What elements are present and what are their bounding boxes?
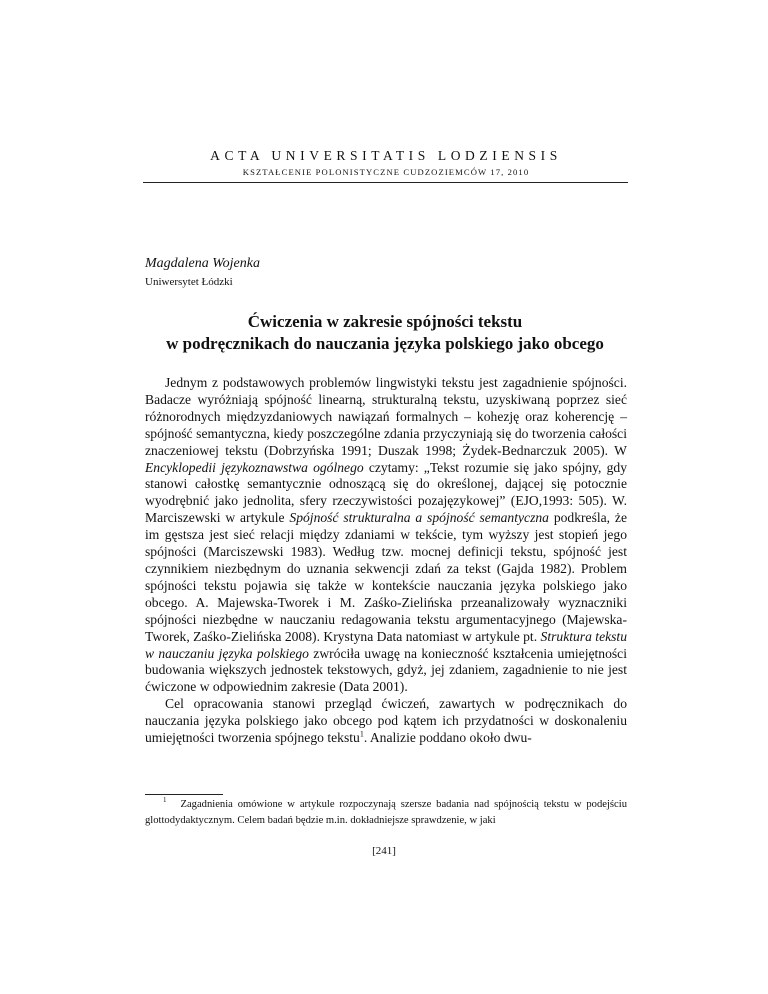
italic-title-article: Spójność strukturalna a spójność semantyczna xyxy=(289,510,549,526)
article-title xyxy=(120,311,650,355)
italic-title-structure: Struktura tekstu w nauczaniu języka polskiego xyxy=(145,628,628,661)
text-run: Cel opracowania stanowi przegląd ćwiczeń, zawartych w podręcznikach do nauczania języka polskiego jako obcego pod kątem ich przydatności w doskonaleniu umiejętności tworzenia spójnego tekstu xyxy=(145,696,627,746)
journal-title: ACTA UNIVERSITATIS LODZIENSIS xyxy=(210,148,562,163)
text-run: czytamy: „Tekst rozumie się jako spójny, gdy stanowi całostkę semantycznie odnoszącą się do określonej, dającej się potocznie wyodrębnić jako jednolita, sfery rzeczywistości pozajęzykowej” (EJO,1993: 505). W. Marciszewski w artykule xyxy=(145,459,627,526)
paragraph-2 xyxy=(145,696,627,747)
footnote-marker: 1 xyxy=(163,796,167,805)
author-name: Magdalena Wojenka xyxy=(145,256,260,271)
header-rule xyxy=(143,182,628,183)
footnote-text: Zagadnienia omówione w artykule rozpoczynają szersze badania nad spójnością tekstu w podejściu glottodydaktycznym. Celem badań będzie m.in. dokładniejsze sprawdzenie, w jaki xyxy=(145,799,627,826)
paragraph-1 xyxy=(145,375,627,696)
text-run: podkreśla, że im gęstsza jest sieć relacji między zdaniami w tekście, tym wyższy jest stopień jego spójności (Marciszewski 1983). Według tzw. mocnej definicji tekstu, spójność jest czynnikiem niezbędnym do uznania sekwencji zdań za tekst (Gajda 1982). Problem spójności tekstu pojawia się także w kontekście nauczania języka polskiego jako obcego. A. Majewska-Tworek i M. Zaśko-Zielińska przeanalizowały wyznaczniki spójności niezbędne w nauczaniu redagowania tekstu argumentacyjnego (Majewska-Tworek, Zaśko-Zielińska 2008). Krystyna Data natomiast w artykule pt. xyxy=(145,510,627,644)
page-number: [241] xyxy=(372,845,396,857)
text-run: zwróciła uwagę na konieczność kształcenia umiejętności budowania większych jednostek tekstowych, gdyż, jej zdaniem, zagadnienie to nie jest ćwiczone w odpowiednim zakresie (Data 2001). xyxy=(145,645,627,695)
author-affiliation: Uniwersytet Łódzki xyxy=(145,276,233,288)
text-run: Jednym z podstawowych problemów lingwistyki tekstu jest zagadnienie spójności. Badacze wyróżniają spójność linearną, strukturalną tekstu, uzyskiwaną poprzez sieć różnorodnych międzyzdaniowych nawiązań formalnych – kohezję oraz koherencję – spójność semantyczna, kiedy poszczególne zdania przyczyniają się do tworzenia całości znaczeniowej tekstu (Dobrzyńska 1991; Duszak 1998; Żydek-Bednarczuk 2005). W xyxy=(145,375,627,458)
italic-title-encyclopedia: Encyklopedii językoznawstwa ogólnego xyxy=(145,459,364,475)
article-title-line-2: w podręcznikach do nauczania języka polskiego jako obcego xyxy=(166,334,604,353)
text-run: . Analizie poddano około dwu- xyxy=(363,730,532,746)
footnote-reference[interactable]: 1 xyxy=(359,729,364,739)
journal-series: KSZTAŁCENIE POLONISTYCZNE CUDZOZIEMCÓW 17, 2010 xyxy=(242,167,530,177)
footnote-rule xyxy=(145,794,223,795)
article-body xyxy=(145,375,627,747)
footnote xyxy=(145,797,627,829)
article-title-line-1: Ćwiczenia w zakresie spójności tekstu xyxy=(247,312,523,331)
